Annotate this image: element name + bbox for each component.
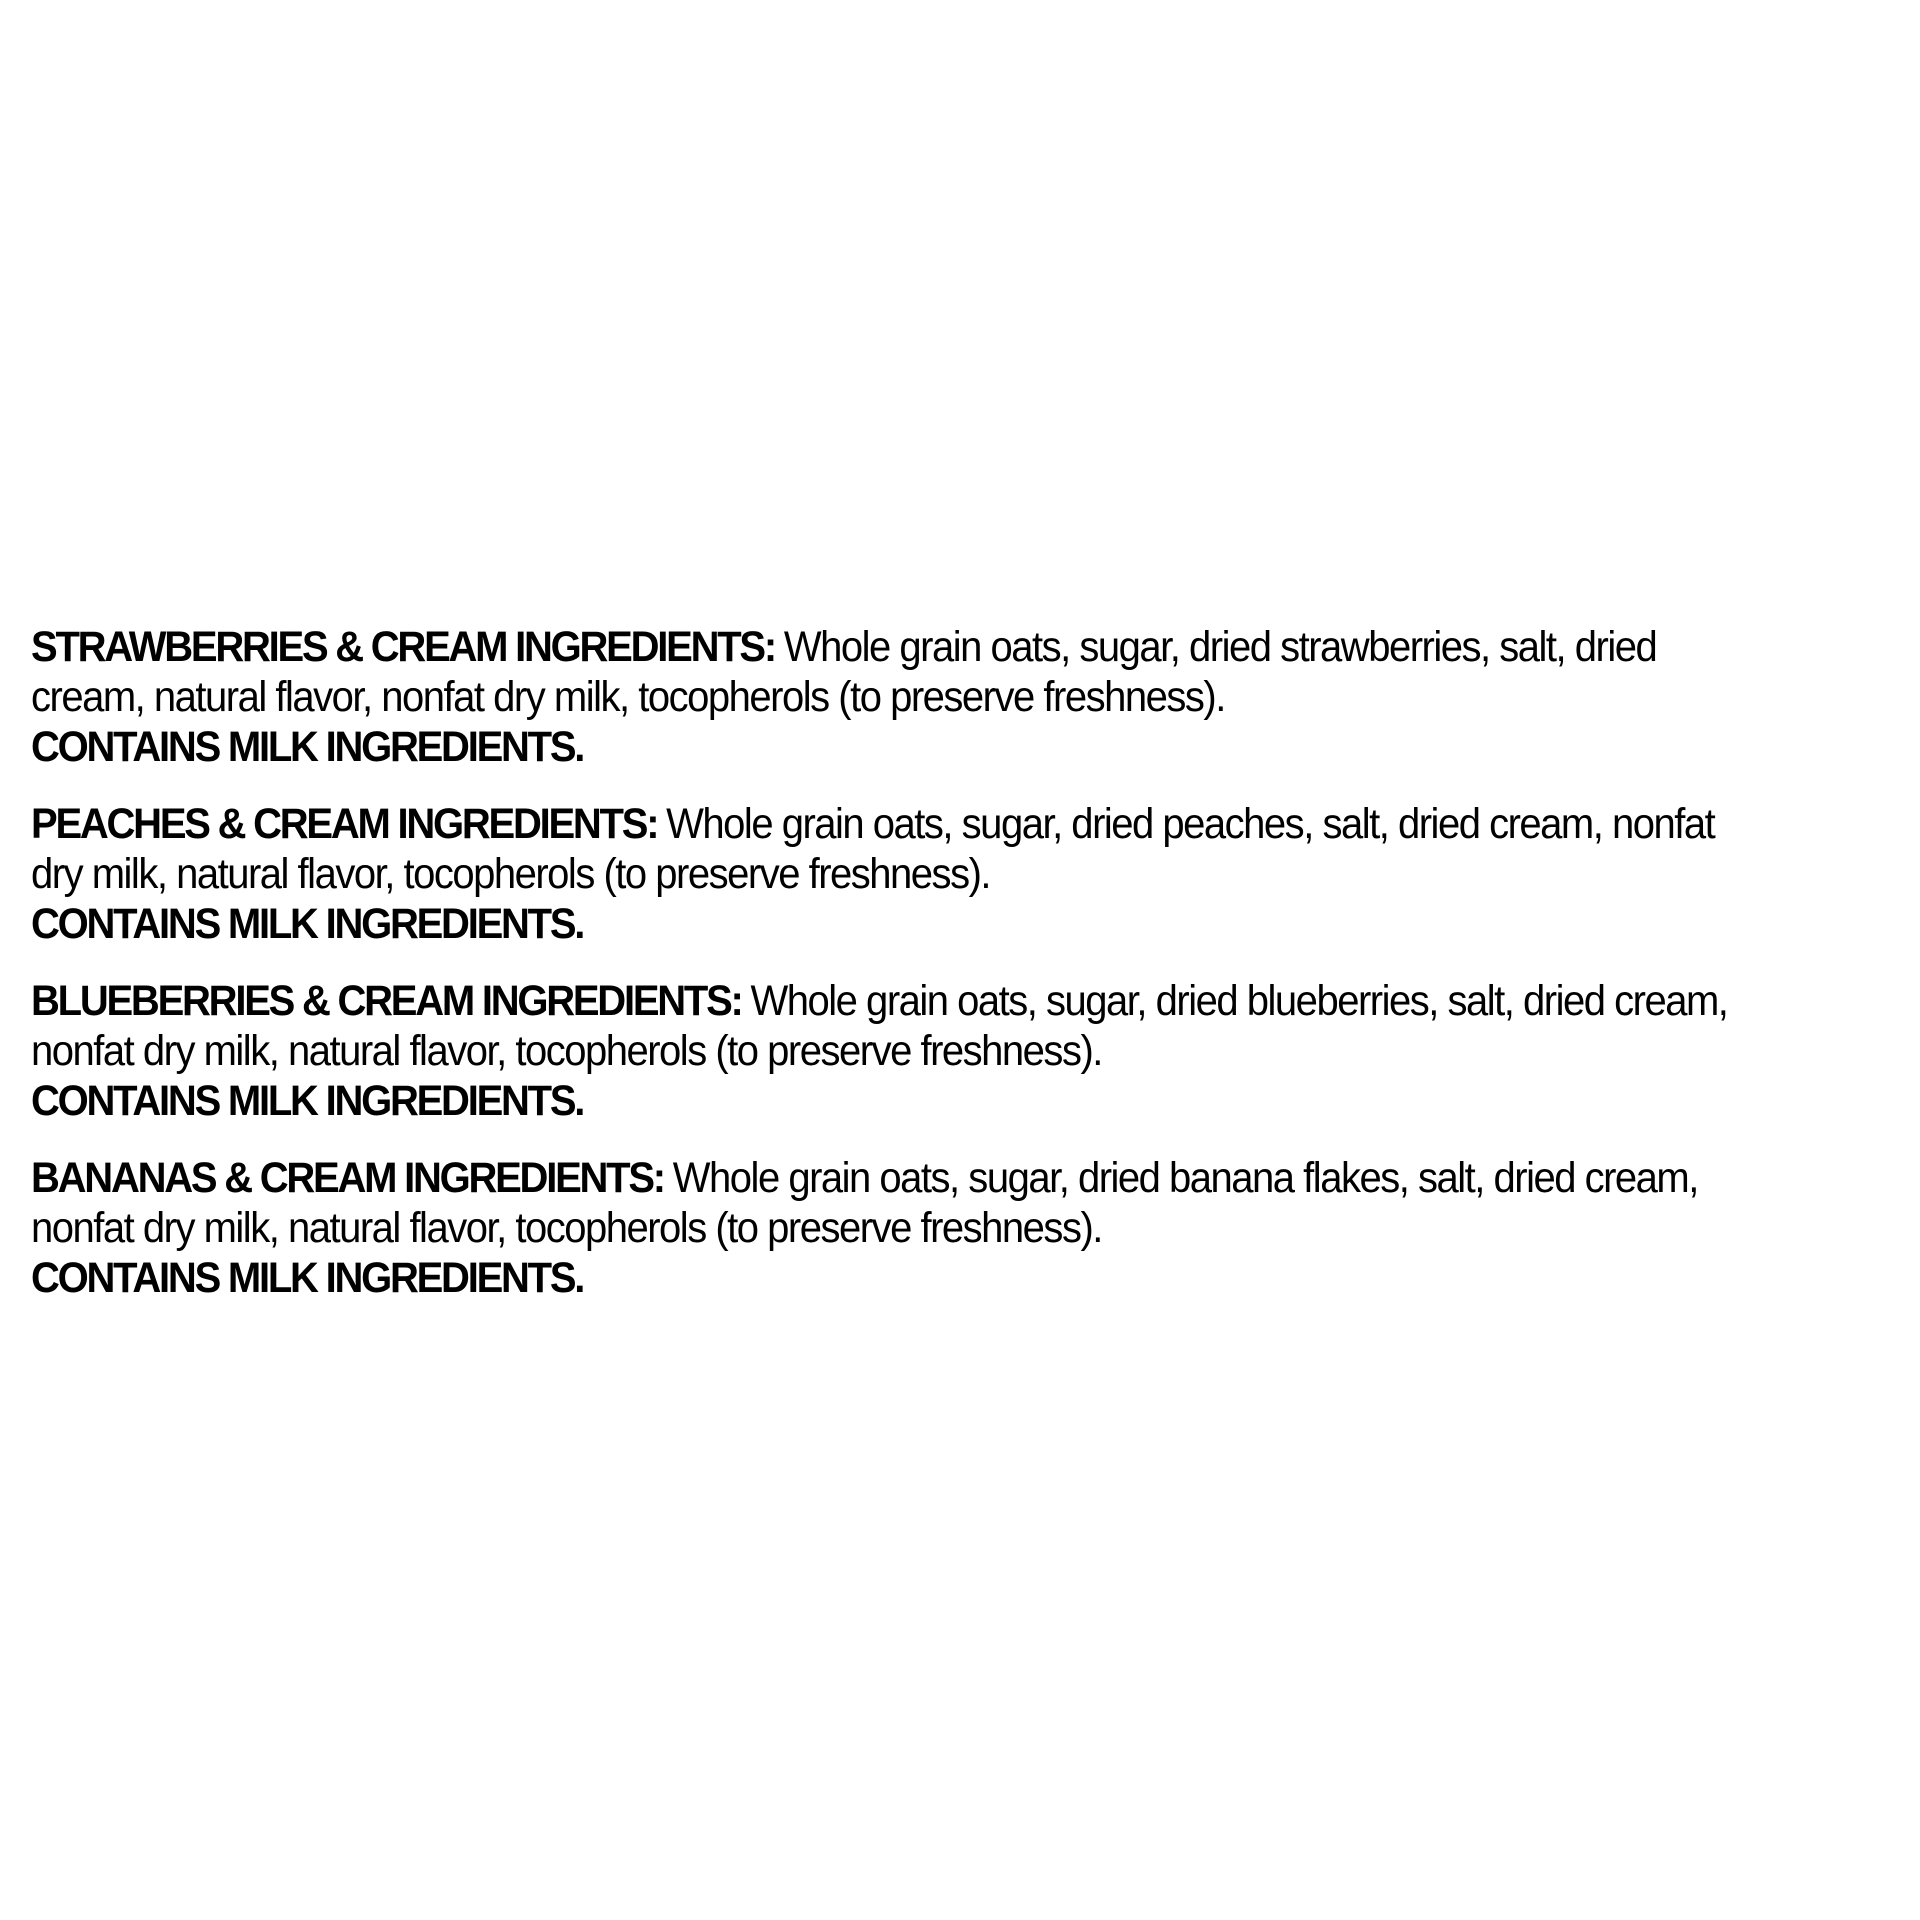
section-heading: BLUEBERRIES & CREAM INGREDIENTS: — [31, 977, 751, 1025]
ingredients-section-peaches — [31, 799, 1770, 949]
allergen-statement: CONTAINS MILK INGREDIENTS. — [31, 900, 584, 948]
ingredients-section-strawberries — [31, 622, 1770, 772]
section-heading: STRAWBERRIES & CREAM INGREDIENTS: — [31, 623, 784, 671]
ingredients-section-bananas — [31, 1153, 1770, 1303]
ingredients-list: Whole grain oats, sugar, dried blueberries, salt, dried cream, nonfat dry milk, natural flavor, tocopherols (to preserve freshness). — [31, 977, 1728, 1075]
section-heading: BANANAS & CREAM INGREDIENTS: — [31, 1154, 673, 1202]
allergen-statement: CONTAINS MILK INGREDIENTS. — [31, 1254, 584, 1302]
ingredients-list: Whole grain oats, sugar, dried peaches, salt, dried cream, nonfat dry milk, natural flavor, tocopherols (to preserve freshness). — [31, 800, 1715, 898]
ingredients-section-blueberries — [31, 976, 1770, 1126]
ingredients-list: Whole grain oats, sugar, dried strawberries, salt, dried cream, natural flavor, nonfat dry milk, tocopherols (to preserve freshness). — [31, 623, 1657, 721]
section-heading: PEACHES & CREAM INGREDIENTS: — [31, 800, 667, 848]
ingredients-list: Whole grain oats, sugar, dried banana flakes, salt, dried cream, nonfat dry milk, natural flavor, tocopherols (to preserve freshness). — [31, 1154, 1698, 1252]
allergen-statement: CONTAINS MILK INGREDIENTS. — [31, 1077, 584, 1125]
allergen-statement: CONTAINS MILK INGREDIENTS. — [31, 723, 584, 771]
ingredients-panel — [31, 622, 1770, 1330]
